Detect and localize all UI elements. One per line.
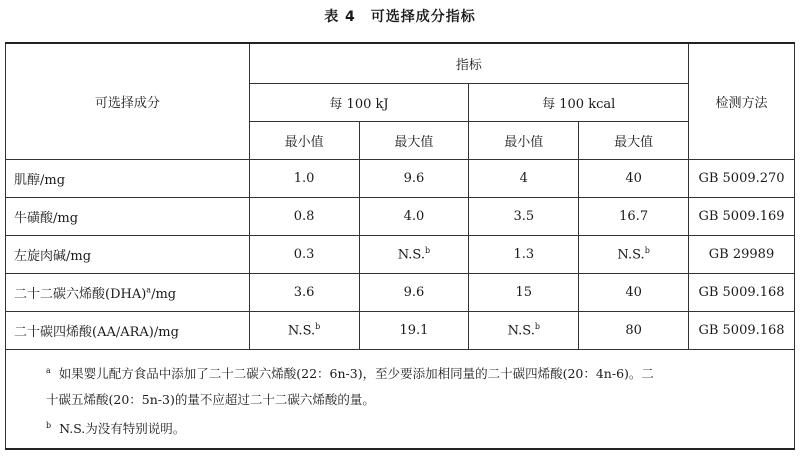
row-kj-min: 0.8 — [249, 197, 359, 235]
row-name: 肌醇/mg — [6, 159, 250, 197]
footnote-b-mark: b — [534, 321, 540, 331]
header-per-kj: 每 100 kJ — [249, 83, 469, 121]
row-kcal-min: N.S.$^b$ — [469, 311, 579, 349]
optional-components-table — [5, 42, 795, 450]
row-method: GB 29989 — [689, 235, 795, 273]
row-kcal-min: 4 — [469, 159, 579, 197]
row-kcal-max: 80 — [579, 311, 689, 349]
row-kcal-max: 16.7 — [579, 197, 689, 235]
row-kj-min: N.S.$^b$ — [249, 311, 359, 349]
row-kj-min: 1.0 — [249, 159, 359, 197]
row-name: 二十二碳六烯酸(DHA)$^a$/mg — [6, 273, 250, 311]
header-method: 检测方法 — [689, 43, 795, 159]
header-kj-min: 最小值 — [249, 121, 359, 159]
header-kcal-max: 最大值 — [579, 121, 689, 159]
row-kcal-min: 3.5 — [469, 197, 579, 235]
row-kj-max: 4.0 — [359, 197, 469, 235]
header-kcal-min: 最小值 — [469, 121, 579, 159]
header-component: 可选择成分 — [6, 43, 250, 159]
row-kj-max: 19.1 — [359, 311, 469, 349]
row-kcal-max: N.S.$^b$ — [579, 235, 689, 273]
row-kcal-max: 40 — [579, 273, 689, 311]
header-kj-max: 最大值 — [359, 121, 469, 159]
row-kcal-max: 40 — [579, 159, 689, 197]
table-row — [6, 235, 795, 273]
row-kj-max: 9.6 — [359, 273, 469, 311]
row-kj-min: 0.3 — [249, 235, 359, 273]
footnote-a-mark: a — [146, 285, 152, 295]
footnote-b: $^b$ N.S.为没有特别说明。 — [46, 420, 186, 436]
table-title: 表 4 可选择成分指标 — [324, 9, 476, 25]
row-kcal-min: 1.3 — [469, 235, 579, 273]
footnote-a-continued: 十碳五烯酸(20：5n-3)的量不应超过二十二碳六烯酸的量。 — [46, 391, 375, 407]
row-kj-max: N.S.$^b$ — [359, 235, 469, 273]
footnotes — [6, 349, 795, 449]
row-kcal-min: 15 — [469, 273, 579, 311]
table-row — [6, 311, 795, 349]
table-row — [6, 273, 795, 311]
table-row — [6, 197, 795, 235]
row-name: 二十碳四烯酸(AA/ARA)/mg — [6, 311, 250, 349]
header-per-kcal: 每 100 kcal — [469, 83, 689, 121]
footnote-a: $^a$ 如果婴儿配方食品中添加了二十二碳六烯酸(22：6n-3)，至少要添加相同量的二十碳四烯酸(20：4n-6)。二 — [46, 365, 654, 381]
row-method: GB 5009.168 — [689, 311, 795, 349]
row-method: GB 5009.270 — [689, 159, 795, 197]
row-kj-min: 3.6 — [249, 273, 359, 311]
footnote-b-mark: b — [644, 245, 650, 255]
row-name: 左旋肉碱/mg — [6, 235, 250, 273]
row-method: GB 5009.169 — [689, 197, 795, 235]
row-name: 牛磺酸/mg — [6, 197, 250, 235]
row-method: GB 5009.168 — [689, 273, 795, 311]
row-kj-max: 9.6 — [359, 159, 469, 197]
table-row — [6, 159, 795, 197]
footnote-b-mark: b — [315, 321, 321, 331]
header-indicator: 指标 — [249, 43, 688, 83]
footnote-b-mark: b — [425, 245, 431, 255]
